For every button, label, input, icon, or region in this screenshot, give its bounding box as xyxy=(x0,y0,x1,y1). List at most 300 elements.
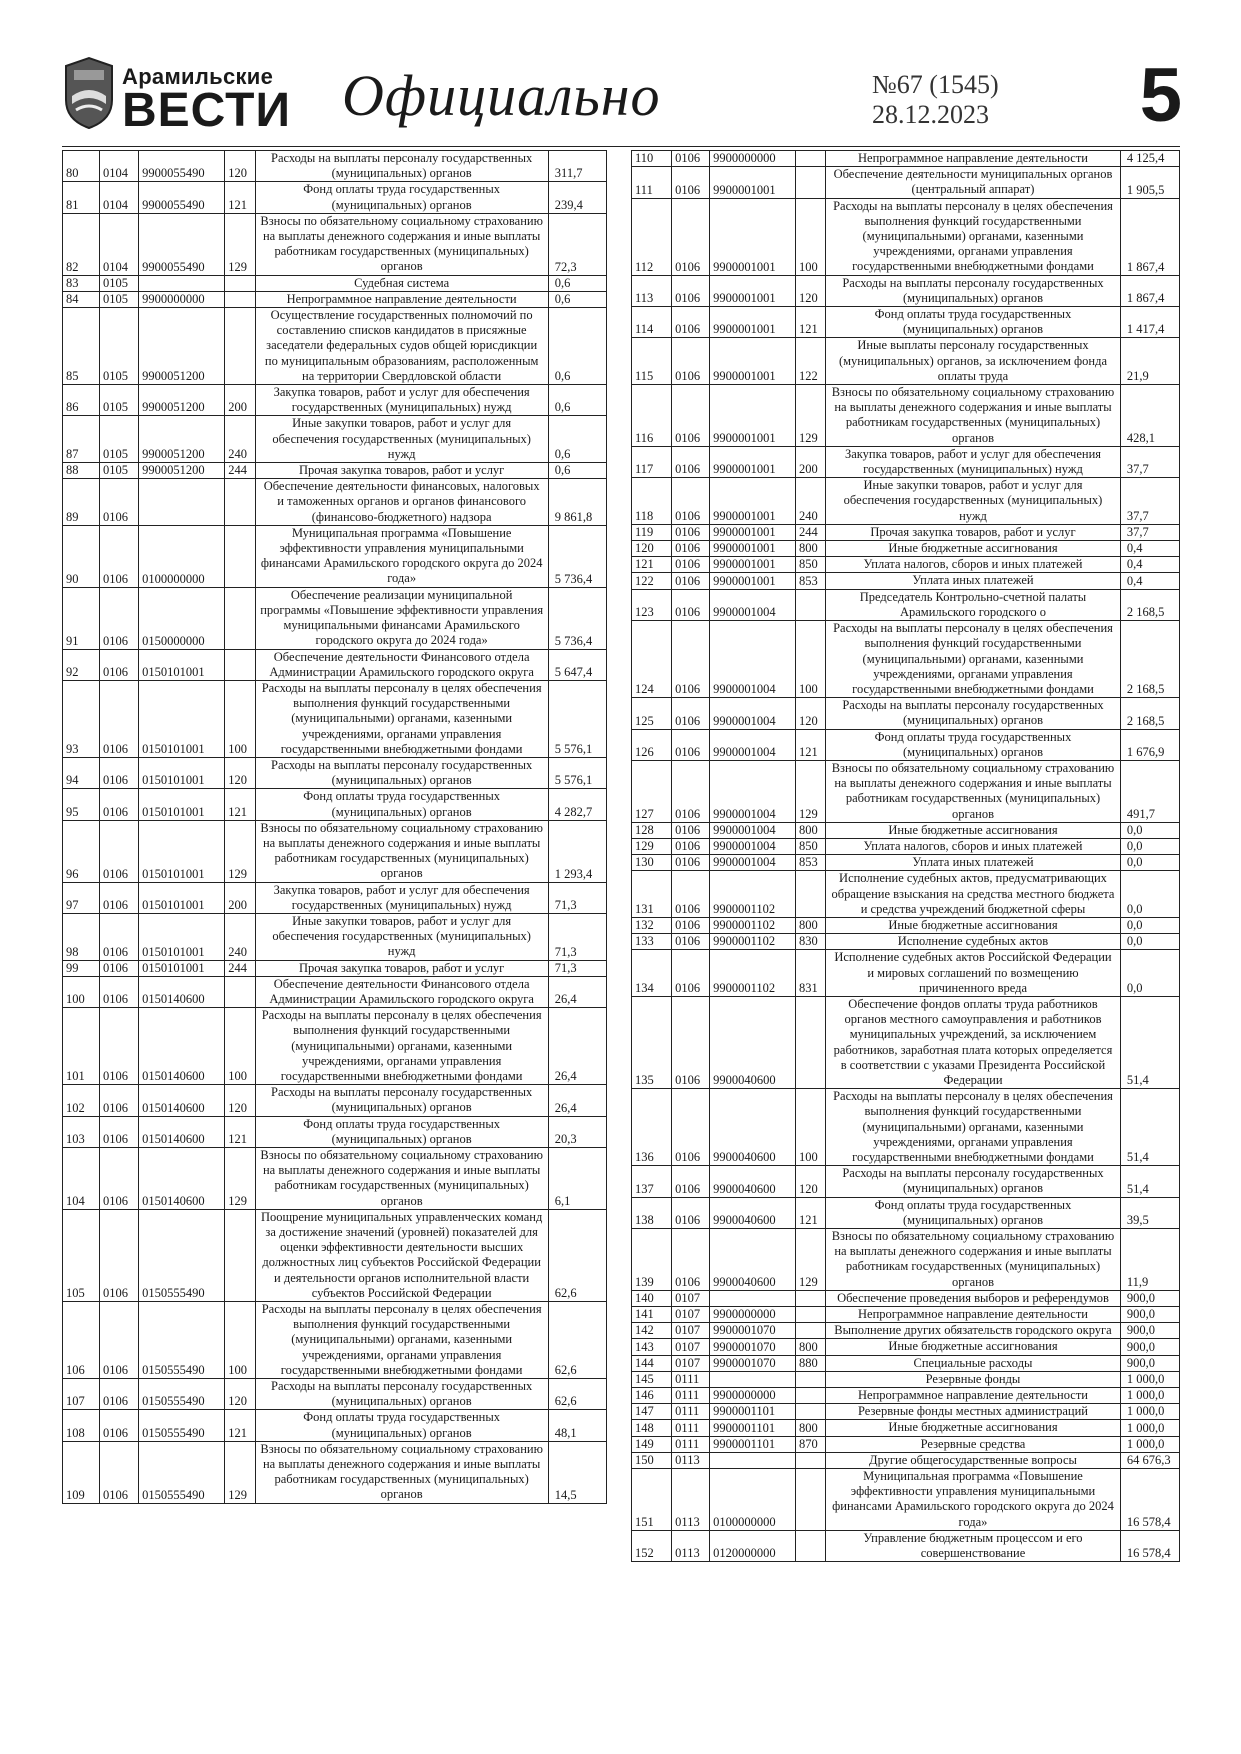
section-code-cell: 0106 xyxy=(99,1302,138,1379)
section-code-cell: 0105 xyxy=(99,416,138,463)
amount-cell: 71,3 xyxy=(548,882,606,913)
row-number-cell: 80 xyxy=(63,151,100,182)
table-row xyxy=(632,621,1180,698)
description-cell: Резервные средства xyxy=(826,1436,1121,1452)
description-cell: Обеспечение деятельности Финансового отдела Администрации Арамильского городского округа xyxy=(255,649,548,680)
amount-cell: 1 000,0 xyxy=(1120,1371,1179,1387)
target-code-cell: 9900000000 xyxy=(139,291,225,307)
row-number-cell: 129 xyxy=(632,838,672,854)
section-code-cell: 0106 xyxy=(99,976,138,1007)
table-row xyxy=(632,698,1180,729)
section-code-cell: 0106 xyxy=(672,524,710,540)
row-number-cell: 134 xyxy=(632,950,672,997)
amount-cell: 26,4 xyxy=(548,1085,606,1116)
amount-cell: 14,5 xyxy=(548,1441,606,1503)
section-code-cell: 0104 xyxy=(99,151,138,182)
table-row xyxy=(632,198,1180,275)
amount-cell: 1 867,4 xyxy=(1120,275,1179,306)
expense-type-cell xyxy=(225,479,255,526)
section-code-cell: 0106 xyxy=(99,913,138,960)
row-number-cell: 96 xyxy=(63,820,100,882)
expense-type-cell xyxy=(796,996,826,1088)
brand-top-text: Арамильские xyxy=(122,64,274,89)
expense-type-cell: 200 xyxy=(225,385,255,416)
section-code-cell: 0106 xyxy=(672,1166,710,1197)
description-cell: Фонд оплаты труда государственных (муниципальных) органов xyxy=(826,307,1121,338)
target-code-cell: 0150555490 xyxy=(139,1410,225,1441)
section-code-cell: 0107 xyxy=(672,1323,710,1339)
target-code-cell: 0150555490 xyxy=(139,1441,225,1503)
table-row xyxy=(63,1410,607,1441)
description-cell: Прочая закупка товаров, работ и услуг xyxy=(826,524,1121,540)
description-cell: Другие общегосударственные вопросы xyxy=(826,1452,1121,1468)
expense-type-cell: 880 xyxy=(796,1355,826,1371)
description-cell: Иные закупки товаров, работ и услуг для обеспечения государственных (муниципальных) нужд xyxy=(826,478,1121,525)
row-number-cell: 150 xyxy=(632,1452,672,1468)
section-code-cell: 0107 xyxy=(672,1290,710,1306)
table-row xyxy=(632,871,1180,918)
description-cell: Иные бюджетные ассигнования xyxy=(826,1420,1121,1436)
expense-type-cell: 129 xyxy=(225,213,255,275)
section-code-cell: 0106 xyxy=(672,275,710,306)
section-code-cell: 0111 xyxy=(672,1388,710,1404)
expense-type-cell xyxy=(225,976,255,1007)
table-row xyxy=(632,167,1180,198)
amount-cell: 51,4 xyxy=(1120,1089,1179,1166)
description-cell: Уплата налогов, сборов и иных платежей xyxy=(826,838,1121,854)
section-code-cell: 0106 xyxy=(672,338,710,385)
row-number-cell: 132 xyxy=(632,917,672,933)
section-code-cell: 0107 xyxy=(672,1307,710,1323)
brand-main-text: ВЕСТИ xyxy=(122,84,291,137)
target-code-cell: 0100000000 xyxy=(710,1469,796,1531)
row-number-cell: 124 xyxy=(632,621,672,698)
amount-cell: 311,7 xyxy=(548,151,606,182)
expense-type-cell: 853 xyxy=(796,855,826,871)
description-cell: Председатель Контрольно-счетной палаты Арамильского городского о xyxy=(826,589,1121,620)
row-number-cell: 104 xyxy=(63,1148,100,1210)
section-code-cell: 0106 xyxy=(99,757,138,788)
amount-cell: 51,4 xyxy=(1120,996,1179,1088)
target-code-cell: 9900001004 xyxy=(710,838,796,854)
table-row xyxy=(63,416,607,463)
section-code-cell: 0106 xyxy=(672,1229,710,1291)
row-number-cell: 141 xyxy=(632,1307,672,1323)
section-code-cell: 0113 xyxy=(672,1469,710,1531)
description-cell: Расходы на выплаты персоналу государственных (муниципальных) органов xyxy=(255,151,548,182)
target-code-cell: 9900051200 xyxy=(139,385,225,416)
expense-type-cell: 100 xyxy=(225,1008,255,1085)
row-number-cell: 87 xyxy=(63,416,100,463)
amount-cell: 51,4 xyxy=(1120,1166,1179,1197)
row-number-cell: 126 xyxy=(632,729,672,760)
row-number-cell: 122 xyxy=(632,573,672,589)
table-row xyxy=(63,1085,607,1116)
row-number-cell: 108 xyxy=(63,1410,100,1441)
row-number-cell: 146 xyxy=(632,1388,672,1404)
expense-type-cell xyxy=(796,1307,826,1323)
amount-cell: 1 676,9 xyxy=(1120,729,1179,760)
table-row xyxy=(632,1323,1180,1339)
row-number-cell: 115 xyxy=(632,338,672,385)
row-number-cell: 95 xyxy=(63,789,100,820)
description-cell: Расходы на выплаты персоналу в целях обеспечения выполнения функций государственными (муниципальными) органами, казенными учреждениями, органами управления государственными внебюджетными фондами xyxy=(255,680,548,757)
target-code-cell: 0150140600 xyxy=(139,1085,225,1116)
target-code-cell: 0150140600 xyxy=(139,1116,225,1147)
table-row xyxy=(63,182,607,213)
expense-type-cell: 850 xyxy=(796,557,826,573)
target-code-cell: 0150555490 xyxy=(139,1302,225,1379)
expense-type-cell xyxy=(796,589,826,620)
section-code-cell: 0106 xyxy=(99,1116,138,1147)
table-row xyxy=(632,1404,1180,1420)
amount-cell: 64 676,3 xyxy=(1120,1452,1179,1468)
table-row xyxy=(632,1290,1180,1306)
section-code-cell: 0106 xyxy=(672,760,710,822)
amount-cell: 0,6 xyxy=(548,291,606,307)
target-code-cell: 0150101001 xyxy=(139,960,225,976)
amount-cell: 2 168,5 xyxy=(1120,589,1179,620)
description-cell: Фонд оплаты труда государственных (муниципальных) органов xyxy=(255,1410,548,1441)
amount-cell: 37,7 xyxy=(1120,524,1179,540)
section-code-cell: 0106 xyxy=(672,950,710,997)
description-cell: Иные бюджетные ассигнования xyxy=(826,917,1121,933)
section-code-cell: 0111 xyxy=(672,1420,710,1436)
expense-type-cell xyxy=(796,1290,826,1306)
table-row xyxy=(632,1371,1180,1387)
section-code-cell: 0106 xyxy=(672,151,710,167)
amount-cell: 1 293,4 xyxy=(548,820,606,882)
expense-type-cell: 800 xyxy=(796,822,826,838)
row-number-cell: 121 xyxy=(632,557,672,573)
section-code-cell: 0111 xyxy=(672,1436,710,1452)
row-number-cell: 93 xyxy=(63,680,100,757)
target-code-cell: 9900001001 xyxy=(710,446,796,477)
table-row xyxy=(63,1302,607,1379)
amount-cell: 1 000,0 xyxy=(1120,1420,1179,1436)
amount-cell: 900,0 xyxy=(1120,1307,1179,1323)
target-code-cell: 9900001001 xyxy=(710,524,796,540)
row-number-cell: 94 xyxy=(63,757,100,788)
amount-cell: 239,4 xyxy=(548,182,606,213)
row-number-cell: 86 xyxy=(63,385,100,416)
expense-type-cell: 129 xyxy=(225,820,255,882)
table-row xyxy=(632,1469,1180,1531)
target-code-cell: 9900001004 xyxy=(710,822,796,838)
table-row xyxy=(632,950,1180,997)
expense-type-cell: 244 xyxy=(225,960,255,976)
amount-cell: 6,1 xyxy=(548,1148,606,1210)
target-code-cell xyxy=(139,275,225,291)
table-row xyxy=(63,308,607,385)
target-code-cell: 0150101001 xyxy=(139,649,225,680)
amount-cell: 39,5 xyxy=(1120,1197,1179,1228)
row-number-cell: 103 xyxy=(63,1116,100,1147)
row-number-cell: 118 xyxy=(632,478,672,525)
description-cell: Расходы на выплаты персоналу в целях обеспечения выполнения функций государственными (муниципальными) органами, казенными учреждениями, органами управления государственными внебюджетными фондами xyxy=(826,1089,1121,1166)
target-code-cell xyxy=(710,1290,796,1306)
row-number-cell: 144 xyxy=(632,1355,672,1371)
amount-cell: 5 736,4 xyxy=(548,525,606,587)
budget-table-right xyxy=(631,150,1180,1562)
expense-type-cell: 244 xyxy=(796,524,826,540)
table-row xyxy=(632,338,1180,385)
row-number-cell: 81 xyxy=(63,182,100,213)
amount-cell: 1 000,0 xyxy=(1120,1404,1179,1420)
table-row xyxy=(632,557,1180,573)
description-cell: Иные бюджетные ассигнования xyxy=(826,1339,1121,1355)
description-cell: Взносы по обязательному социальному страхованию на выплаты денежного содержания и иные выплаты работникам государственных (муниципальных) органов xyxy=(255,820,548,882)
amount-cell: 1 000,0 xyxy=(1120,1436,1179,1452)
description-cell: Фонд оплаты труда государственных (муниципальных) органов xyxy=(255,1116,548,1147)
target-code-cell: 9900001101 xyxy=(710,1404,796,1420)
section-code-cell: 0107 xyxy=(672,1355,710,1371)
expense-type-cell: 121 xyxy=(796,729,826,760)
description-cell: Расходы на выплаты персоналу государственных (муниципальных) органов xyxy=(826,698,1121,729)
target-code-cell: 9900001070 xyxy=(710,1323,796,1339)
expense-type-cell xyxy=(225,275,255,291)
table-row xyxy=(632,838,1180,854)
amount-cell: 0,6 xyxy=(548,416,606,463)
issue-number: №67 (1545) xyxy=(872,70,999,99)
expense-type-cell: 800 xyxy=(796,1420,826,1436)
expense-type-cell: 800 xyxy=(796,917,826,933)
table-row xyxy=(632,573,1180,589)
expense-type-cell xyxy=(796,1323,826,1339)
row-number-cell: 85 xyxy=(63,308,100,385)
page-number: 5 xyxy=(1139,53,1182,138)
table-row xyxy=(63,976,607,1007)
row-number-cell: 130 xyxy=(632,855,672,871)
row-number-cell: 89 xyxy=(63,479,100,526)
expense-type-cell: 121 xyxy=(796,307,826,338)
budget-table-left xyxy=(62,150,607,1504)
target-code-cell: 9900001001 xyxy=(710,557,796,573)
row-number-cell: 139 xyxy=(632,1229,672,1291)
section-code-cell: 0106 xyxy=(99,1008,138,1085)
description-cell: Непрограммное направление деятельности xyxy=(255,291,548,307)
amount-cell: 0,0 xyxy=(1120,855,1179,871)
section-code-cell: 0106 xyxy=(672,822,710,838)
amount-cell: 4 282,7 xyxy=(548,789,606,820)
amount-cell: 900,0 xyxy=(1120,1323,1179,1339)
row-number-cell: 99 xyxy=(63,960,100,976)
page-header xyxy=(62,48,1182,144)
amount-cell: 900,0 xyxy=(1120,1355,1179,1371)
target-code-cell: 9900001004 xyxy=(710,698,796,729)
section-code-cell: 0106 xyxy=(99,649,138,680)
expense-type-cell xyxy=(225,587,255,649)
target-code-cell: 0150555490 xyxy=(139,1379,225,1410)
table-row xyxy=(632,1197,1180,1228)
amount-cell: 5 736,4 xyxy=(548,587,606,649)
expense-type-cell: 100 xyxy=(796,1089,826,1166)
description-cell: Обеспечение деятельности финансовых, налоговых и таможенных органов и органов финансового (финансово-бюджетного) надзора xyxy=(255,479,548,526)
expense-type-cell: 122 xyxy=(796,338,826,385)
table-row xyxy=(632,589,1180,620)
table-row xyxy=(63,680,607,757)
row-number-cell: 151 xyxy=(632,1469,672,1531)
description-cell: Резервные фонды местных администраций xyxy=(826,1404,1121,1420)
description-cell: Закупка товаров, работ и услуг для обеспечения государственных (муниципальных) нужд xyxy=(255,385,548,416)
issue-date: 28.12.2023 xyxy=(872,100,989,129)
description-cell: Специальные расходы xyxy=(826,1355,1121,1371)
section-code-cell: 0111 xyxy=(672,1404,710,1420)
expense-type-cell: 129 xyxy=(796,1229,826,1291)
target-code-cell: 0150101001 xyxy=(139,820,225,882)
expense-type-cell: 120 xyxy=(225,757,255,788)
section-code-cell: 0106 xyxy=(672,729,710,760)
section-code-cell: 0106 xyxy=(672,855,710,871)
amount-cell: 62,6 xyxy=(548,1209,606,1301)
target-code-cell: 0120000000 xyxy=(710,1530,796,1561)
table-row xyxy=(63,960,607,976)
row-number-cell: 90 xyxy=(63,525,100,587)
description-cell: Расходы на выплаты персоналу в целях обеспечения выполнения функций государственными (муниципальными) органами, казенными учреждениями, органами управления государственными внебюджетными фондами xyxy=(255,1008,548,1085)
section-code-cell: 0106 xyxy=(99,820,138,882)
section-code-cell: 0105 xyxy=(99,291,138,307)
description-cell: Муниципальная программа «Повышение эффективности управления муниципальными финансами Арамильского городского округа до 2024 года» xyxy=(255,525,548,587)
expense-type-cell: 100 xyxy=(225,1302,255,1379)
target-code-cell: 9900051200 xyxy=(139,463,225,479)
description-cell: Фонд оплаты труда государственных (муниципальных) органов xyxy=(826,1197,1121,1228)
row-number-cell: 100 xyxy=(63,976,100,1007)
expense-type-cell: 240 xyxy=(225,416,255,463)
row-number-cell: 109 xyxy=(63,1441,100,1503)
amount-cell: 0,6 xyxy=(548,463,606,479)
target-code-cell: 9900001001 xyxy=(710,167,796,198)
target-code-cell: 9900040600 xyxy=(710,1229,796,1291)
expense-type-cell: 120 xyxy=(796,1166,826,1197)
row-number-cell: 125 xyxy=(632,698,672,729)
row-number-cell: 83 xyxy=(63,275,100,291)
section-code-cell: 0106 xyxy=(99,882,138,913)
table-row xyxy=(63,1379,607,1410)
description-cell: Уплата иных платежей xyxy=(826,855,1121,871)
section-code-cell: 0107 xyxy=(672,1339,710,1355)
row-number-cell: 107 xyxy=(63,1379,100,1410)
description-cell: Расходы на выплаты персоналу государственных (муниципальных) органов xyxy=(826,275,1121,306)
section-code-cell: 0106 xyxy=(672,917,710,933)
amount-cell: 5 647,4 xyxy=(548,649,606,680)
table-row xyxy=(63,789,607,820)
expense-type-cell: 853 xyxy=(796,573,826,589)
newspaper-logo xyxy=(62,56,291,137)
expense-type-cell: 870 xyxy=(796,1436,826,1452)
row-number-cell: 133 xyxy=(632,934,672,950)
amount-cell: 20,3 xyxy=(548,1116,606,1147)
table-row xyxy=(632,151,1180,167)
table-row xyxy=(632,1339,1180,1355)
row-number-cell: 127 xyxy=(632,760,672,822)
target-code-cell xyxy=(710,1371,796,1387)
section-code-cell: 0106 xyxy=(672,167,710,198)
expense-type-cell xyxy=(225,649,255,680)
row-number-cell: 152 xyxy=(632,1530,672,1561)
section-code-cell: 0106 xyxy=(99,479,138,526)
target-code-cell: 0150140600 xyxy=(139,1008,225,1085)
target-code-cell: 9900001001 xyxy=(710,478,796,525)
description-cell: Выполнение других обязательств городского округа xyxy=(826,1323,1121,1339)
expense-type-cell: 100 xyxy=(796,621,826,698)
description-cell: Управление бюджетным процессом и его совершенствование xyxy=(826,1530,1121,1561)
target-code-cell: 9900001001 xyxy=(710,541,796,557)
description-cell: Иные бюджетные ассигнования xyxy=(826,541,1121,557)
description-cell: Непрограммное направление деятельности xyxy=(826,151,1121,167)
description-cell: Поощрение муниципальных управленческих команд за достижение значений (уровней) показателей для оценки эффективности деятельности высших должностных лиц субъектов Российской Федерации и деятельности органов исполнительной власти субъектов Российской Федерации xyxy=(255,1209,548,1301)
target-code-cell: 0150101001 xyxy=(139,882,225,913)
row-number-cell: 102 xyxy=(63,1085,100,1116)
section-code-cell: 0106 xyxy=(672,621,710,698)
row-number-cell: 114 xyxy=(632,307,672,338)
section-code-cell: 0106 xyxy=(672,478,710,525)
table-row xyxy=(632,275,1180,306)
description-cell: Обеспечение реализации муниципальной программы «Повышение эффективности управления муниципальными финансами Арамильского городского округа до 2024 года» xyxy=(255,587,548,649)
coat-of-arms-icon xyxy=(62,56,116,130)
target-code-cell: 9900001001 xyxy=(710,275,796,306)
amount-cell: 428,1 xyxy=(1120,385,1179,447)
table-row xyxy=(632,996,1180,1088)
section-code-cell: 0106 xyxy=(99,587,138,649)
row-number-cell: 101 xyxy=(63,1008,100,1085)
expense-type-cell xyxy=(796,167,826,198)
row-number-cell: 137 xyxy=(632,1166,672,1197)
amount-cell: 2 168,5 xyxy=(1120,621,1179,698)
amount-cell: 0,0 xyxy=(1120,871,1179,918)
table-row xyxy=(632,1436,1180,1452)
table-row xyxy=(63,291,607,307)
section-code-cell: 0106 xyxy=(672,573,710,589)
table-row xyxy=(632,524,1180,540)
target-code-cell: 9900055490 xyxy=(139,151,225,182)
row-number-cell: 117 xyxy=(632,446,672,477)
table-row xyxy=(63,1008,607,1085)
expense-type-cell: 129 xyxy=(225,1441,255,1503)
target-code-cell: 9900055490 xyxy=(139,213,225,275)
row-number-cell: 88 xyxy=(63,463,100,479)
row-number-cell: 97 xyxy=(63,882,100,913)
section-code-cell: 0105 xyxy=(99,385,138,416)
description-cell: Уплата иных платежей xyxy=(826,573,1121,589)
row-number-cell: 91 xyxy=(63,587,100,649)
description-cell: Судебная система xyxy=(255,275,548,291)
amount-cell: 1 000,0 xyxy=(1120,1388,1179,1404)
section-code-cell: 0113 xyxy=(672,1530,710,1561)
amount-cell: 900,0 xyxy=(1120,1339,1179,1355)
amount-cell: 0,4 xyxy=(1120,557,1179,573)
section-code-cell: 0104 xyxy=(99,213,138,275)
row-number-cell: 92 xyxy=(63,649,100,680)
row-number-cell: 111 xyxy=(632,167,672,198)
expense-type-cell: 850 xyxy=(796,838,826,854)
amount-cell: 0,6 xyxy=(548,308,606,385)
table-row xyxy=(632,917,1180,933)
description-cell: Фонд оплаты труда государственных (муниципальных) органов xyxy=(826,729,1121,760)
row-number-cell: 136 xyxy=(632,1089,672,1166)
target-code-cell: 9900001001 xyxy=(710,573,796,589)
target-code-cell: 9900000000 xyxy=(710,151,796,167)
target-code-cell: 9900001102 xyxy=(710,917,796,933)
target-code-cell: 9900000000 xyxy=(710,1388,796,1404)
target-code-cell: 9900001004 xyxy=(710,760,796,822)
table-row xyxy=(63,913,607,960)
table-row xyxy=(63,1209,607,1301)
description-cell: Закупка товаров, работ и услуг для обеспечения государственных (муниципальных) нужд xyxy=(826,446,1121,477)
description-cell: Расходы на выплаты персоналу государственных (муниципальных) органов xyxy=(826,1166,1121,1197)
expense-type-cell: 129 xyxy=(796,385,826,447)
target-code-cell: 9900001102 xyxy=(710,950,796,997)
table-row xyxy=(63,479,607,526)
